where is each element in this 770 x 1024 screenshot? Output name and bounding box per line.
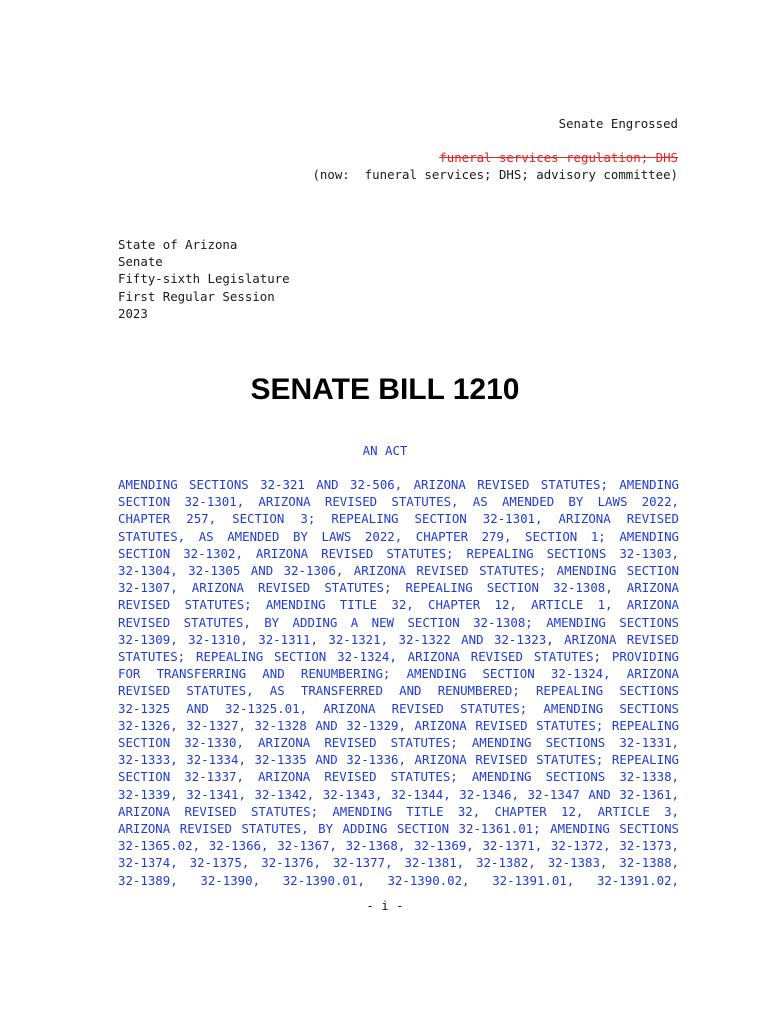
an-act-heading: AN ACT (362, 443, 408, 458)
struck-original-title: funeral services regulation; DHS (439, 150, 678, 165)
engrossed-label: Senate Engrossed (558, 116, 678, 131)
session-line: First Regular Session (118, 288, 275, 304)
act-line: 32-1307, ARIZONA REVISED STATUTES; REPEALING SECTION 32-1308, ARIZONA (118, 580, 679, 596)
act-line: STATUTES; REPEALING SECTION 32-1324, ARIZONA REVISED STATUTES; PROVIDING (118, 649, 679, 665)
act-line: 32-1365.02, 32-1366, 32-1367, 32-1368, 32-1369, 32-1371, 32-1372, 32-1373, (118, 838, 679, 854)
bill-metadata (118, 236, 290, 322)
act-line: SECTION 32-1301, ARIZONA REVISED STATUTES, AS AMENDED BY LAWS 2022, (118, 494, 679, 510)
act-line: SECTION 32-1337, ARIZONA REVISED STATUTES; AMENDING SECTIONS 32-1338, (118, 769, 679, 785)
act-line: SECTION 32-1302, ARIZONA REVISED STATUTES; REPEALING SECTIONS 32-1303, (118, 545, 679, 561)
page-number: - i - (366, 898, 404, 913)
act-line: 32-1333, 32-1334, 32-1335 AND 32-1336, ARIZONA REVISED STATUTES; REPEALING (118, 752, 679, 768)
year-line: 2023 (118, 305, 148, 321)
act-line: 32-1374, 32-1375, 32-1376, 32-1377, 32-1381, 32-1382, 32-1383, 32-1388, (118, 855, 679, 871)
state-line: State of Arizona (118, 237, 238, 252)
act-line: REVISED STATUTES, AS TRANSFERRED AND RENUMBERED; REPEALING SECTIONS (118, 683, 679, 699)
act-line: ARIZONA REVISED STATUTES, BY ADDING SECTION 32-1361.01; AMENDING SECTIONS (118, 821, 679, 837)
act-line: 32-1325 AND 32-1325.01, ARIZONA REVISED STATUTES; AMENDING SECTIONS (118, 700, 679, 716)
act-line: 32-1326, 32-1327, 32-1328 AND 32-1329, ARIZONA REVISED STATUTES; REPEALING (118, 717, 679, 733)
act-line: 32-1339, 32-1341, 32-1342, 32-1343, 32-1344, 32-1346, 32-1347 AND 32-1361, (118, 786, 679, 802)
chamber-line: Senate (118, 254, 163, 270)
act-line: SECTION 32-1330, ARIZONA REVISED STATUTES; AMENDING SECTIONS 32-1331, (118, 735, 679, 751)
legislature-line: Fifty-sixth Legislature (118, 271, 290, 287)
act-line: FOR TRANSFERRING AND RENUMBERING; AMENDING SECTION 32-1324, ARIZONA (118, 666, 679, 682)
act-line: REVISED STATUTES; AMENDING TITLE 32, CHAPTER 12, ARTICLE 1, ARIZONA (118, 597, 679, 613)
act-line: CHAPTER 257, SECTION 3; REPEALING SECTION 32-1301, ARIZONA REVISED (118, 511, 679, 527)
act-line: 32-1389, 32-1390, 32-1390.01, 32-1390.02, 32-1391.01, 32-1391.02, (118, 872, 679, 888)
act-description (118, 476, 679, 889)
amended-title: (now: funeral services; DHS; advisory committee) (312, 167, 678, 182)
act-line: STATUTES, AS AMENDED BY LAWS 2022, CHAPTER 279, SECTION 1; AMENDING (118, 528, 679, 544)
act-line: 32-1309, 32-1310, 32-1311, 32-1321, 32-1322 AND 32-1323, ARIZONA REVISED (118, 631, 679, 647)
bill-title: SENATE BILL 1210 (250, 373, 520, 406)
act-line: 32-1304, 32-1305 AND 32-1306, ARIZONA REVISED STATUTES; AMENDING SECTION (118, 563, 679, 579)
act-line: AMENDING SECTIONS 32-321 AND 32-506, ARIZONA REVISED STATUTES; AMENDING (118, 477, 679, 492)
act-line: ARIZONA REVISED STATUTES; AMENDING TITLE 32, CHAPTER 12, ARTICLE 3, (118, 803, 679, 819)
act-line: REVISED STATUTES, BY ADDING A NEW SECTION 32-1308; AMENDING SECTIONS (118, 614, 679, 630)
